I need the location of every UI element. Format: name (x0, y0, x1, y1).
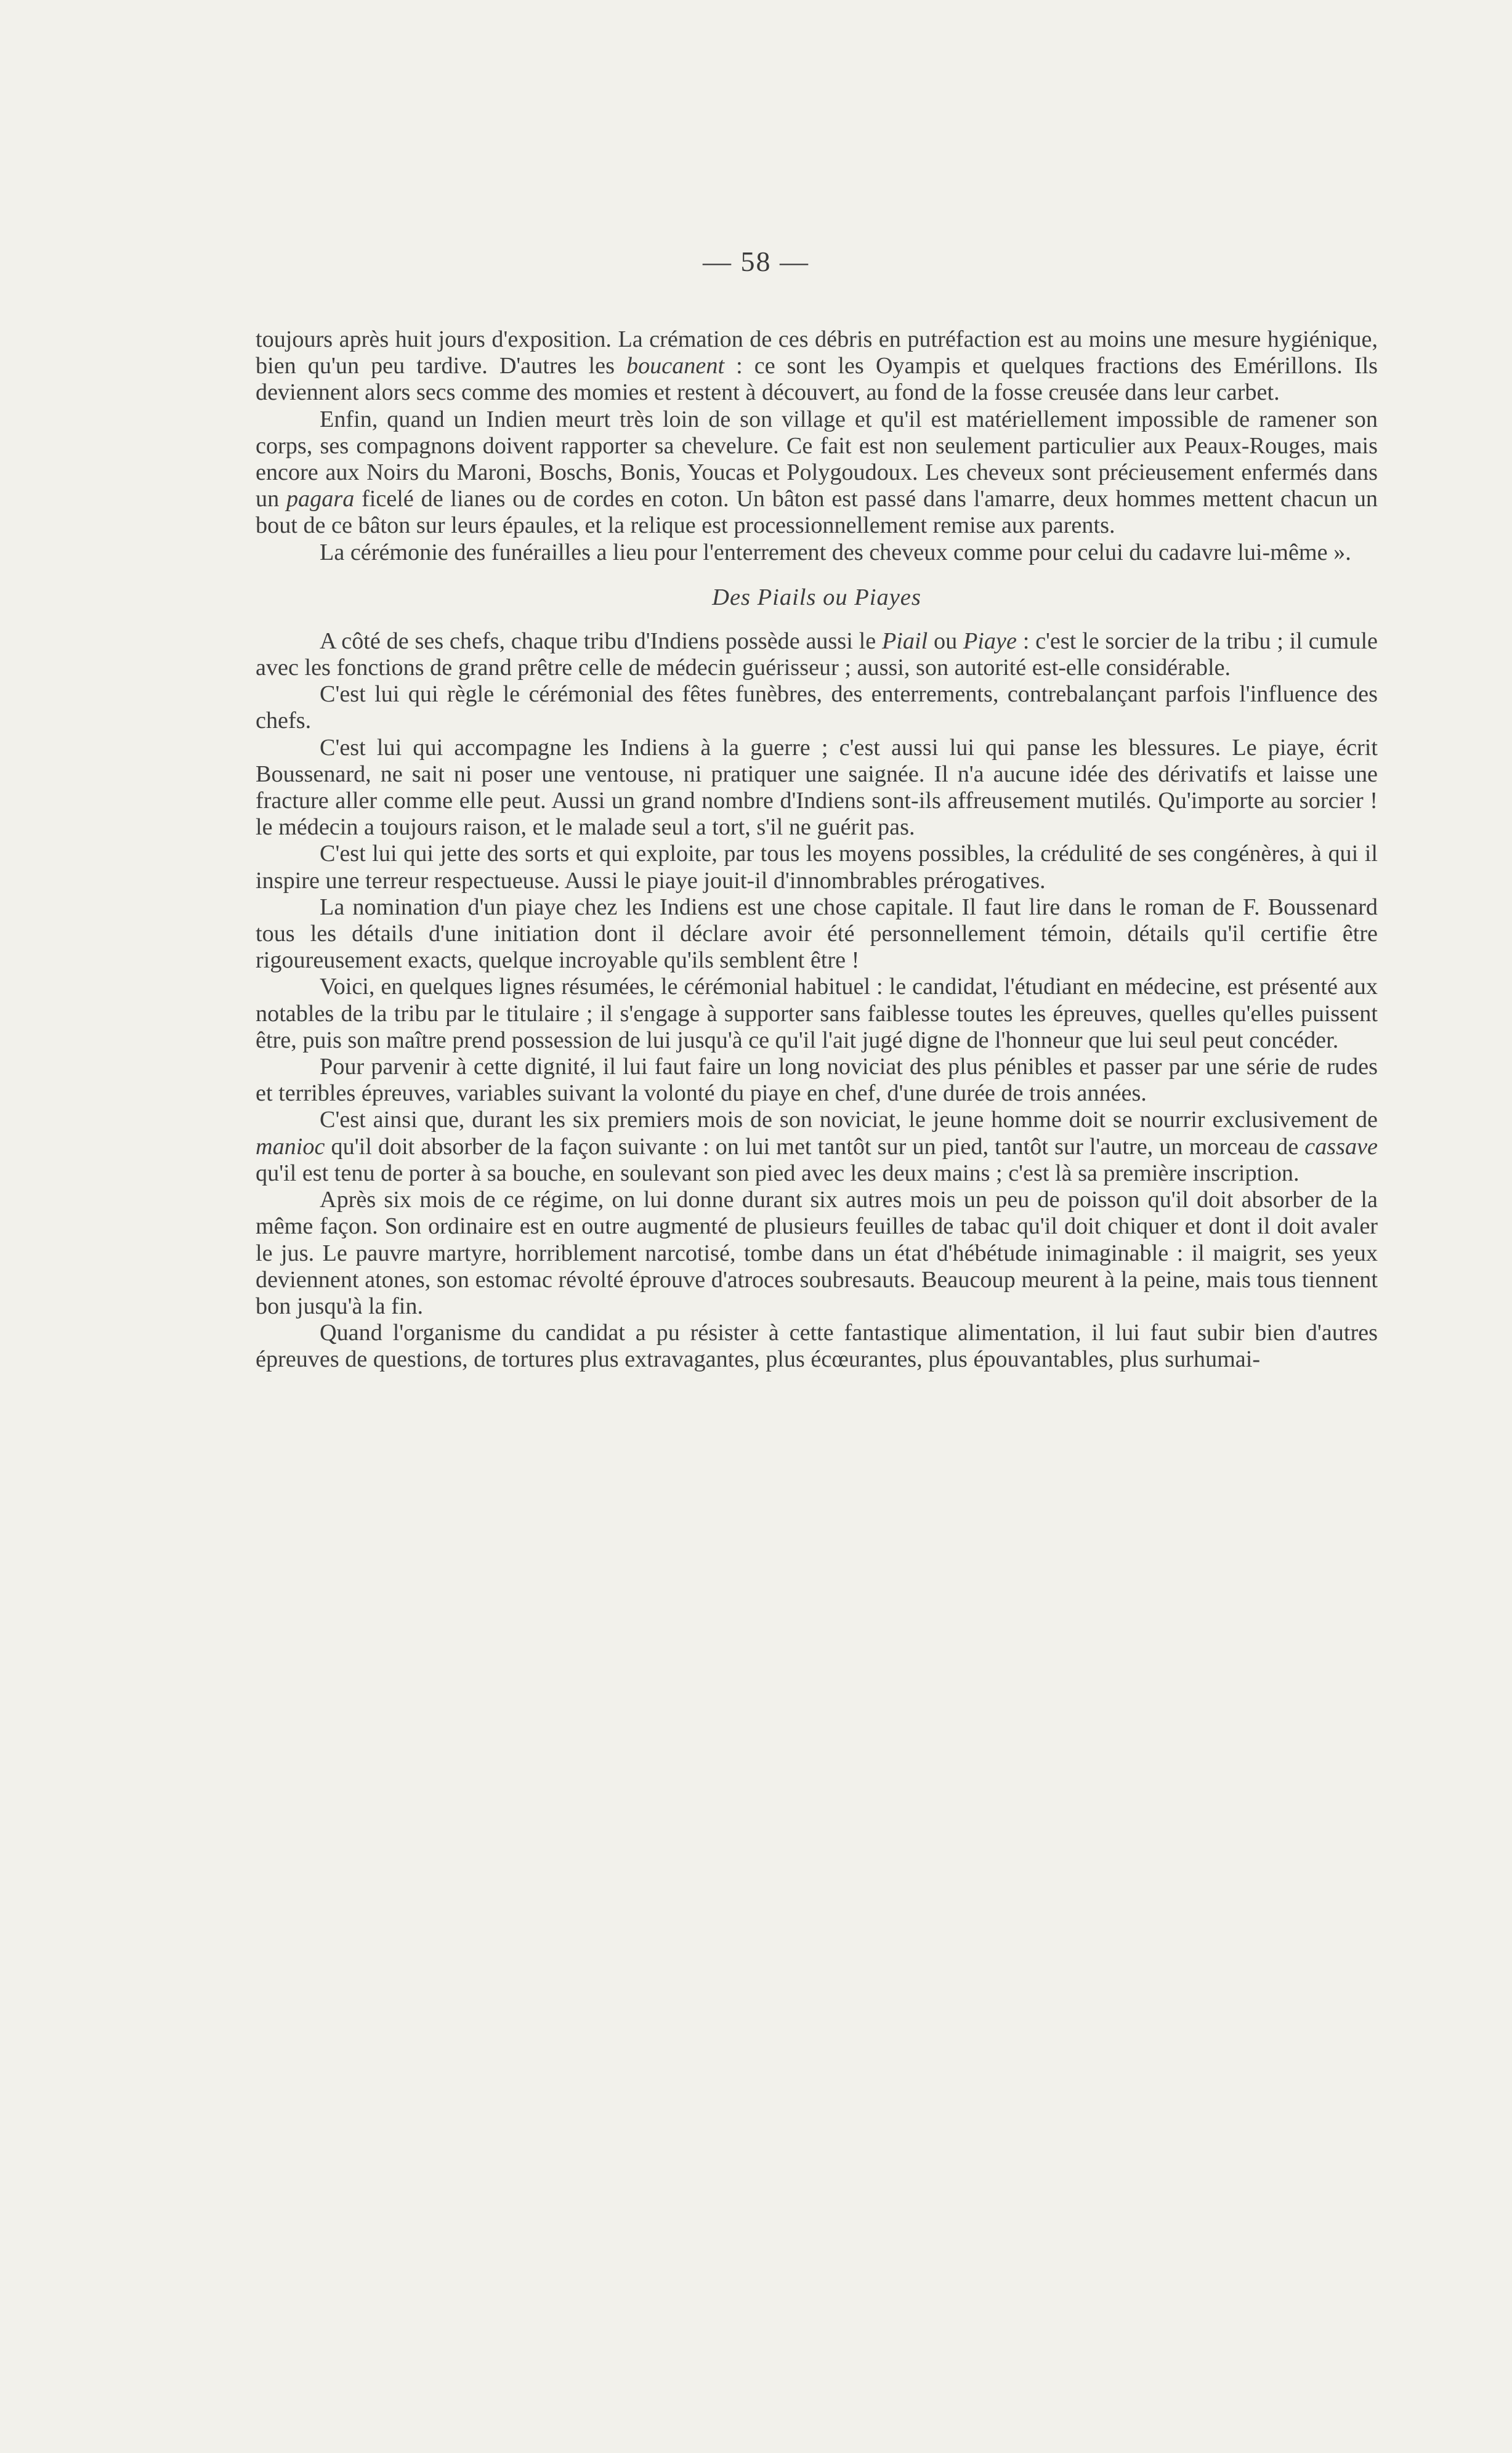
italic-term: Piail (881, 628, 928, 654)
paragraph-5: C'est lui qui règle le cérémonial des fêtes funèbres, des enterrements, contrebalançant parfois l'influence des chefs. (256, 681, 1378, 734)
paragraph-10: Pour parvenir à cette dignité, il lui faut faire un long noviciat des plus pénibles et passer par une série de rudes et terribles épreuves, variables suivant la volonté du piaye en chef, d'une durée de trois années. (256, 1054, 1378, 1107)
paragraph-6: C'est lui qui accompagne les Indiens à la guerre ; c'est aussi lui qui panse les blessures. Le piaye, écrit Boussenard, ne sait ni poser une ventouse, ni pratiquer une saignée. Il n'a aucune idée des dérivatifs et laisse une fracture aller comme elle peut. Aussi un grand nombre d'Indiens sont-ils affreusement mutilés. Qu'importe au sorcier ! le médecin a toujours raison, et le malade seul a tort, s'il ne guérit pas. (256, 734, 1378, 841)
italic-term: boucanent (626, 353, 725, 379)
paragraph-1: toujours après huit jours d'exposition. La crémation de ces débris en putréfaction est au moins une mesure hygiénique, bien qu'un peu tardive. D'autres les boucanent : ce sont les Oyampis et quelques fractions des Emérillons. Ils deviennent alors secs comme des momies et restent à découvert, au fond de la fosse creusée dans leur carbet. (256, 326, 1378, 406)
italic-term: pagara (286, 486, 355, 512)
page-number: — 58 — (703, 246, 809, 277)
paragraph-9: Voici, en quelques lignes résumées, le cérémonial habituel : le candidat, l'étudiant en médecine, est présenté aux notables de la tribu par le titulaire ; il s'engage à supporter sans faiblesse toutes les épreuves, quelles qu'elles puissent être, puis son maître prend possession de lui jusqu'à ce qu'il l'ait jugé digne de l'honneur que lui seul peut concéder. (256, 974, 1378, 1053)
page-body (256, 326, 1378, 1373)
paragraph-3: La cérémonie des funérailles a lieu pour l'enterrement des cheveux comme pour celui du cadavre lui-même ». (320, 539, 1351, 565)
paragraph-12: Après six mois de ce régime, on lui donne durant six autres mois un peu de poisson qu'il doit absorber de la même façon. Son ordinaire est en outre augmenté de plusieurs feuilles de tabac qu'il doit chiquer et dont il doit avaler le jus. Le pauvre martyre, horriblement narcotisé, tombe dans un état d'hébétude inimaginable : il maigrit, ses yeux deviennent atones, son estomac révolté éprouve d'atroces soubresauts. Beaucoup meurent à la peine, mais tous tiennent bon jusqu'à la fin. (256, 1187, 1378, 1319)
paragraph-7: C'est lui qui jette des sorts et qui exploite, par tous les moyens possibles, la crédulité de ses congénères, à qui il inspire une terreur respectueuse. Aussi le piaye jouit-il d'innombrables prérogatives. (256, 841, 1378, 894)
italic-term: cassave (1304, 1133, 1378, 1160)
paragraph-13: Quand l'organisme du candidat a pu résister à cette fantastique alimentation, il lui faut subir bien d'autres épreuves de questions, de tortures plus extravagantes, plus écœurantes, plus épouvantables, plus surhumai- (256, 1320, 1378, 1373)
italic-term: Piaye (963, 628, 1017, 654)
paragraph-4: A côté de ses chefs, chaque tribu d'Indiens possède aussi le Piail ou Piaye : c'est le sorcier de la tribu ; il cumule avec les fonctions de grand prêtre celle de médecin guérisseur ; aussi, son autorité est-elle considérable. (256, 628, 1378, 681)
paragraph-8: La nomination d'un piaye chez les Indiens est une chose capitale. Il faut lire dans le roman de F. Boussenard tous les détails d'une initiation dont il déclare avoir été personnellement témoin, détails qu'il certifie être rigoureusement exacts, quelque incroyable qu'ils semblent être ! (256, 894, 1378, 974)
italic-term: manioc (256, 1133, 325, 1160)
section-heading: Des Piails ou Piayes (712, 584, 921, 610)
paragraph-2: Enfin, quand un Indien meurt très loin de son village et qu'il est matériellement impossible de ramener son corps, ses compagnons doivent rapporter sa chevelure. Ce fait est non seulement particulier aux Peaux-Rouges, mais encore aux Noirs du Maroni, Boschs, Bonis, Youcas et Polygoudoux. Les cheveux sont précieusement enfermés dans un pagara ficelé de lianes ou de cordes en coton. Un bâton est passé dans l'amarre, deux hommes mettent chacun un bout de ce bâton sur leurs épaules, et la relique est processionnellement remise aux parents. (256, 406, 1378, 539)
paragraph-11: C'est ainsi que, durant les six premiers mois de son noviciat, le jeune homme doit se nourrir exclusivement de manioc qu'il doit absorber de la façon suivante : on lui met tantôt sur un pied, tantôt sur l'autre, un morceau de cassave qu'il est tenu de porter à sa bouche, en soulevant son pied avec les deux mains ; c'est là sa première inscription. (256, 1107, 1378, 1186)
